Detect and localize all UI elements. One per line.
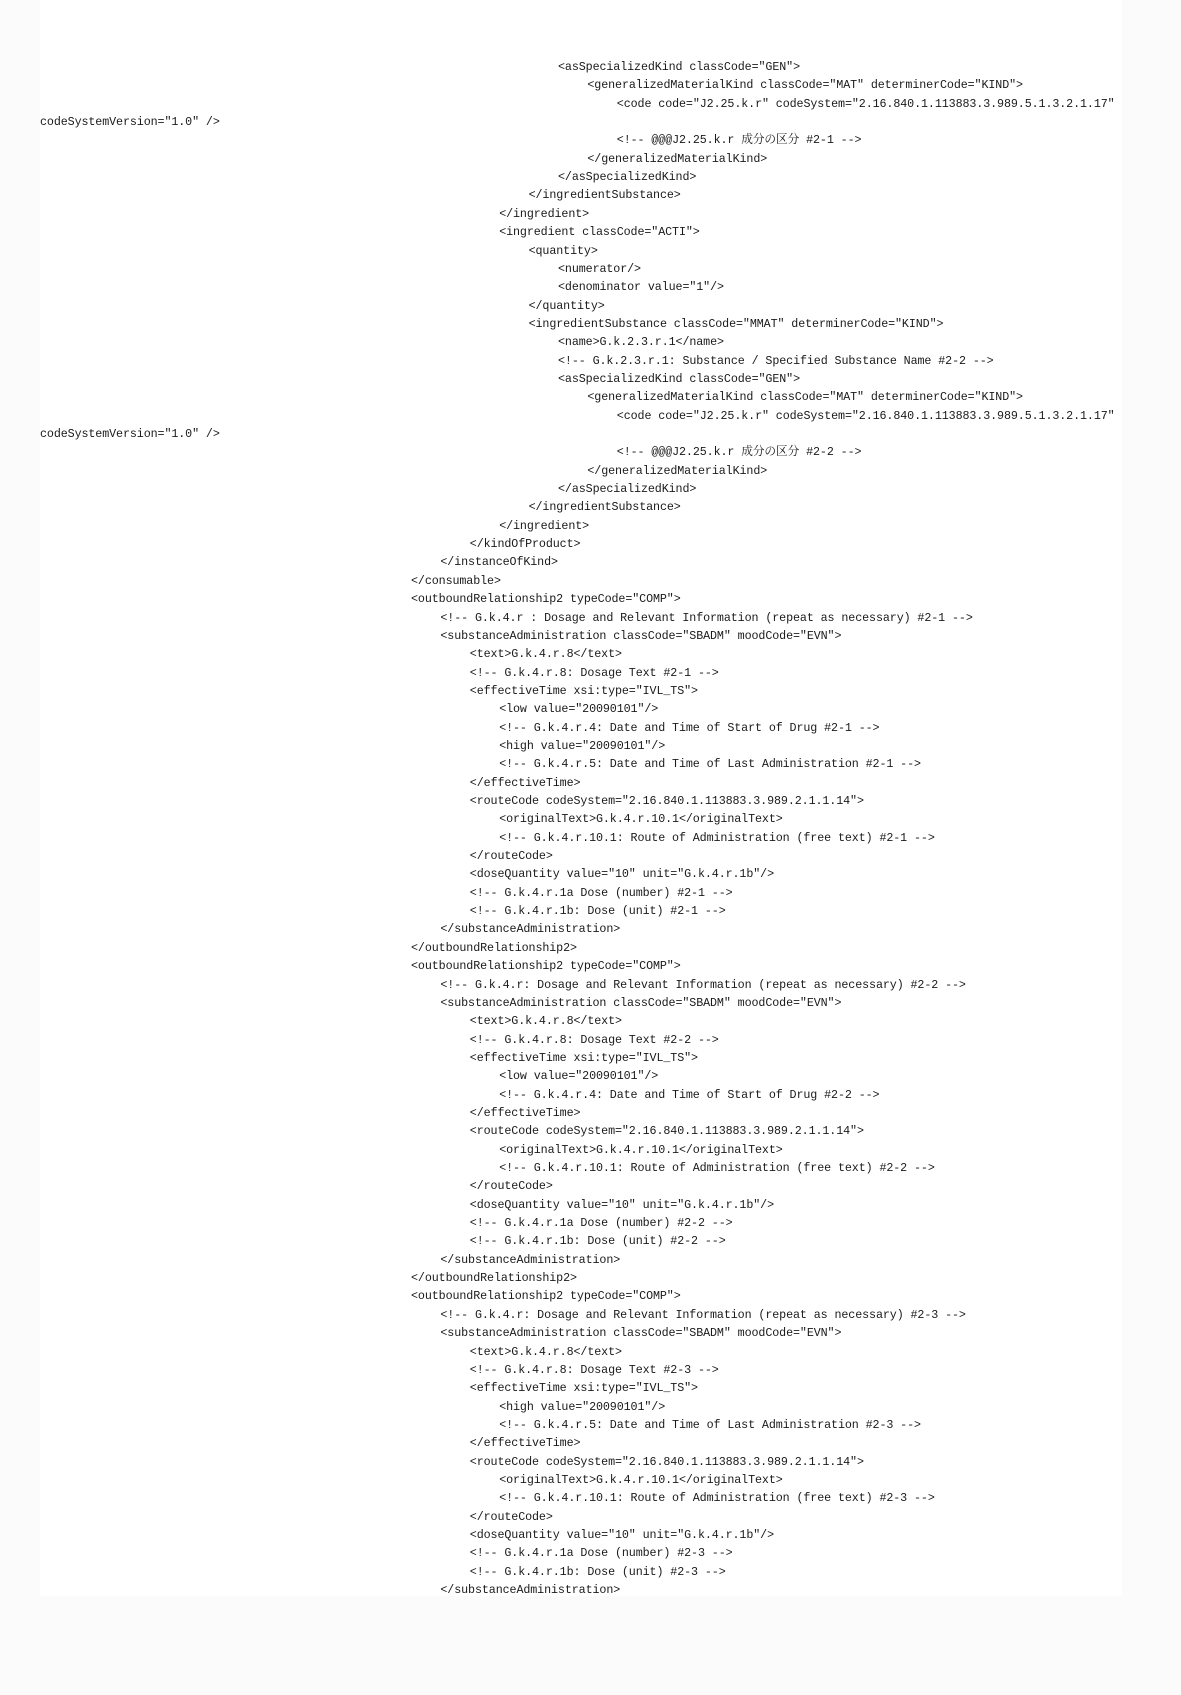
code-line: </asSpecializedKind> xyxy=(558,170,697,185)
code-line: <!-- G.k.4.r : Dosage and Relevant Information (repeat as necessary) #2-1 --> xyxy=(440,610,973,625)
code-line: <name>G.k.2.3.r.1</name> xyxy=(558,335,724,350)
code-line: </substanceAdministration> xyxy=(440,1583,621,1598)
code-line-wrapped: codeSystemVersion="1.0" /> xyxy=(40,115,220,130)
code-line: <!-- G.k.4.r.10.1: Route of Administration (free text) #2-1 --> xyxy=(499,830,935,845)
code-line: </routeCode> xyxy=(469,1179,553,1194)
code-line: <asSpecializedKind classCode="GEN"> xyxy=(558,60,800,74)
code-line: <substanceAdministration classCode="SBADM" moodCode="EVN"> xyxy=(440,628,842,643)
code-line: <!-- G.k.4.r.8: Dosage Text #2-3 --> xyxy=(469,1362,719,1377)
code-line: <!-- G.k.4.r.1b: Dose (unit) #2-1 --> xyxy=(469,904,726,919)
code-line: <doseQuantity value="10" unit="G.k.4.r.1b"/> xyxy=(469,867,774,882)
code-line: </effectiveTime> xyxy=(469,1436,581,1451)
code-line: <doseQuantity value="10" unit="G.k.4.r.1b"/> xyxy=(469,1197,774,1212)
code-line: <effectiveTime xsi:type="IVL_TS"> xyxy=(469,683,698,698)
code-line: <high value="20090101"/> xyxy=(499,738,666,753)
code-line: <!-- G.k.4.r.4: Date and Time of Start of Drug #2-2 --> xyxy=(499,1087,880,1102)
code-line: <quantity> xyxy=(528,243,598,258)
code-line: <routeCode codeSystem="2.16.840.1.113883.3.989.2.1.1.14"> xyxy=(469,1124,864,1139)
code-line: <!-- G.k.2.3.r.1: Substance / Specified Substance Name #2-2 --> xyxy=(558,353,994,368)
code-line: <low value="20090101"/> xyxy=(499,702,659,717)
code-line: <!-- @@@J2.25.k.r 成分の区分 #2-2 --> xyxy=(616,445,862,460)
code-line: <code code="J2.25.k.r" codeSystem="2.16.840.1.113883.3.989.5.1.3.2.1.17" xyxy=(616,408,1115,423)
code-line: </ingredient> xyxy=(499,206,590,221)
code-line: </ingredientSubstance> xyxy=(528,188,681,203)
code-line: </substanceAdministration> xyxy=(440,1252,621,1267)
code-line: <!-- G.k.4.r.1b: Dose (unit) #2-3 --> xyxy=(469,1564,726,1579)
code-line: </kindOfProduct> xyxy=(469,537,581,552)
code-line: <!-- G.k.4.r.8: Dosage Text #2-1 --> xyxy=(469,665,719,680)
code-line: <originalText>G.k.4.r.10.1</originalText> xyxy=(499,1472,783,1487)
code-line: <asSpecializedKind classCode="GEN"> xyxy=(558,371,800,386)
code-line: <!-- G.k.4.r.10.1: Route of Administration (free text) #2-3 --> xyxy=(499,1491,935,1506)
code-line: </ingredient> xyxy=(499,518,590,533)
code-line: <!-- @@@J2.25.k.r 成分の区分 #2-1 --> xyxy=(616,133,862,148)
code-line: </effectiveTime> xyxy=(469,1105,581,1120)
code-line: </routeCode> xyxy=(469,849,553,864)
code-line: <effectiveTime xsi:type="IVL_TS"> xyxy=(469,1381,698,1396)
code-line: <originalText>G.k.4.r.10.1</originalText> xyxy=(499,1142,783,1157)
code-line: <text>G.k.4.r.8</text> xyxy=(469,647,622,662)
code-line: <routeCode codeSystem="2.16.840.1.113883.3.989.2.1.1.14"> xyxy=(469,1454,864,1469)
code-line: </outboundRelationship2> xyxy=(411,940,577,955)
code-line: <ingredient classCode="ACTI"> xyxy=(499,225,700,240)
code-line: </outboundRelationship2> xyxy=(411,1271,577,1286)
code-line: <outboundRelationship2 typeCode="COMP"> xyxy=(411,959,681,974)
code-line: <numerator/> xyxy=(558,261,641,276)
code-line: </generalizedMaterialKind> xyxy=(587,151,768,166)
code-line: <code code="J2.25.k.r" codeSystem="2.16.840.1.113883.3.989.5.1.3.2.1.17" xyxy=(616,96,1115,111)
code-line: </ingredientSubstance> xyxy=(528,500,681,515)
code-line: </generalizedMaterialKind> xyxy=(587,463,768,478)
code-line: <originalText>G.k.4.r.10.1</originalText> xyxy=(499,812,783,827)
code-line: <!-- G.k.4.r.10.1: Route of Administration (free text) #2-2 --> xyxy=(499,1161,935,1175)
code-line-wrapped: codeSystemVersion="1.0" /> xyxy=(40,427,220,441)
code-line: </routeCode> xyxy=(469,1509,553,1524)
code-line: <text>G.k.4.r.8</text> xyxy=(469,1344,622,1359)
code-line: <doseQuantity value="10" unit="G.k.4.r.1b"/> xyxy=(469,1528,774,1542)
code-line: <high value="20090101"/> xyxy=(499,1399,666,1414)
code-line: <substanceAdministration classCode="SBADM" moodCode="EVN"> xyxy=(440,995,842,1010)
code-line: <!-- G.k.4.r.1a Dose (number) #2-2 --> xyxy=(469,1216,733,1231)
code-line: <!-- G.k.4.r.4: Date and Time of Start of Drug #2-1 --> xyxy=(499,720,880,735)
code-line: </effectiveTime> xyxy=(469,775,581,790)
code-line: <!-- G.k.4.r.5: Date and Time of Last Administration #2-3 --> xyxy=(499,1417,921,1432)
code-line: <generalizedMaterialKind classCode="MAT" determinerCode="KIND"> xyxy=(587,78,1023,93)
code-line: <!-- G.k.4.r.8: Dosage Text #2-2 --> xyxy=(469,1032,719,1047)
code-line: <low value="20090101"/> xyxy=(499,1069,659,1084)
code-line: <!-- G.k.4.r: Dosage and Relevant Information (repeat as necessary) #2-2 --> xyxy=(440,977,966,992)
code-line: <!-- G.k.4.r.1a Dose (number) #2-1 --> xyxy=(469,885,733,900)
code-line: </consumable> xyxy=(411,573,501,588)
code-line: <!-- G.k.4.r.5: Date and Time of Last Administration #2-1 --> xyxy=(499,757,921,772)
code-line: </instanceOfKind> xyxy=(440,555,558,570)
code-line: <routeCode codeSystem="2.16.840.1.113883.3.989.2.1.1.14"> xyxy=(469,794,864,808)
code-line: <denominator value="1"/> xyxy=(558,280,724,295)
code-line: <outboundRelationship2 typeCode="COMP"> xyxy=(411,1289,681,1304)
code-line: <!-- G.k.4.r.1a Dose (number) #2-3 --> xyxy=(469,1546,733,1561)
code-line: <generalizedMaterialKind classCode="MAT" determinerCode="KIND"> xyxy=(587,390,1023,405)
code-line: </substanceAdministration> xyxy=(440,922,621,937)
code-line: <ingredientSubstance classCode="MMAT" determinerCode="KIND"> xyxy=(528,316,944,331)
code-line: <!-- G.k.4.r: Dosage and Relevant Information (repeat as necessary) #2-3 --> xyxy=(440,1307,966,1322)
code-line: <substanceAdministration classCode="SBADM" moodCode="EVN"> xyxy=(440,1326,842,1341)
code-line: </quantity> xyxy=(528,298,605,313)
code-line: <!-- G.k.4.r.1b: Dose (unit) #2-2 --> xyxy=(469,1234,726,1249)
code-line: <effectiveTime xsi:type="IVL_TS"> xyxy=(469,1050,698,1065)
code-line: <text>G.k.4.r.8</text> xyxy=(469,1014,622,1029)
code-line: <outboundRelationship2 typeCode="COMP"> xyxy=(411,592,681,607)
code-line: </asSpecializedKind> xyxy=(558,482,697,497)
